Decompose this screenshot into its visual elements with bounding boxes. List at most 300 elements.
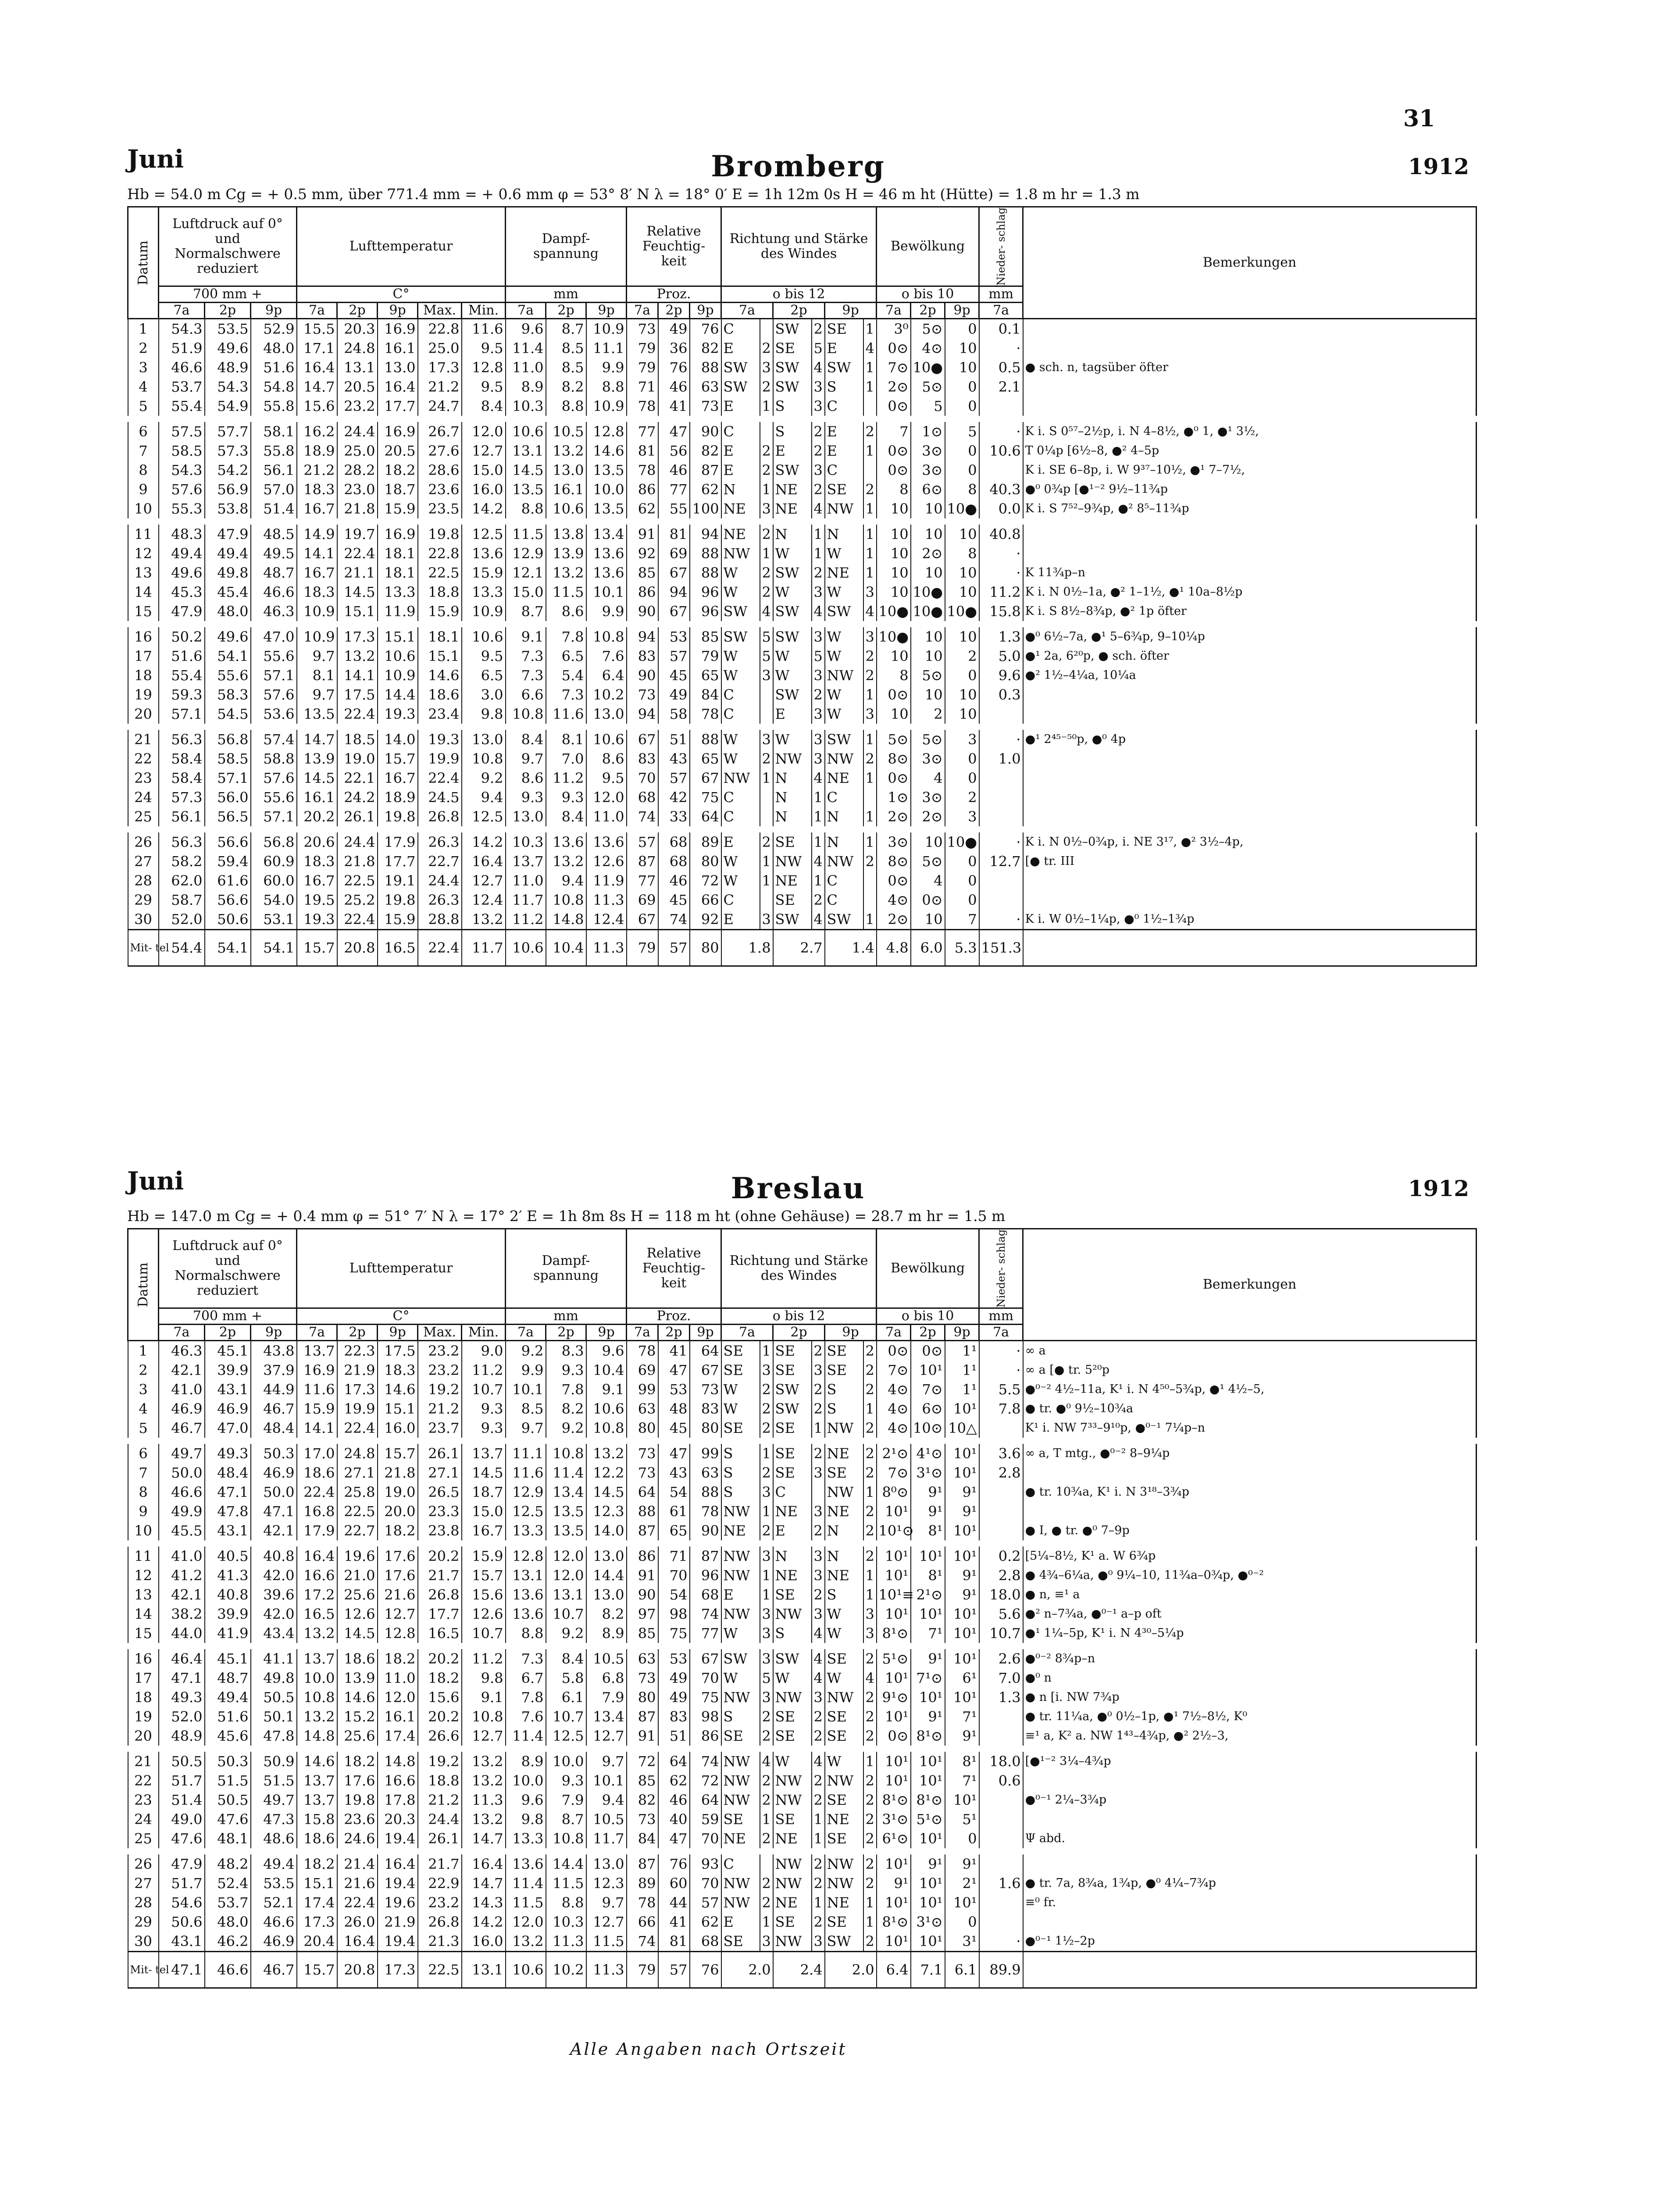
- table-cell: 50.6: [205, 910, 251, 930]
- time-header: 9p: [825, 303, 877, 319]
- table-cell: 13.6: [586, 544, 627, 563]
- table-cell: 9.7: [297, 646, 337, 666]
- table-row: [128, 1932, 1477, 1952]
- table-cell: 12.5: [506, 1502, 546, 1521]
- time-header: Min.: [462, 1325, 506, 1341]
- table-cell: 59: [690, 1810, 721, 1829]
- table-cell: 20.5: [337, 377, 378, 396]
- table-cell: 5: [812, 646, 825, 666]
- mean-cell: 7.1: [911, 1952, 945, 1988]
- time-header: 7a: [721, 1325, 773, 1341]
- table-cell: 13.6: [506, 1851, 546, 1874]
- table-cell: 20.3: [337, 319, 378, 339]
- table-cell: 18.1: [378, 563, 418, 582]
- table-cell: NE: [825, 1893, 863, 1912]
- table-cell: 1: [863, 910, 877, 930]
- table-cell: NW: [825, 1874, 863, 1893]
- table-cell: 20.2: [418, 1646, 462, 1668]
- table-cell: 51.4: [251, 499, 297, 521]
- table-cell: 56.1: [251, 461, 297, 480]
- table-cell: 1: [760, 852, 773, 871]
- table-cell: 1¹: [945, 1380, 979, 1399]
- table-cell: 39.9: [205, 1604, 251, 1624]
- table-cell: 86: [627, 582, 658, 602]
- table-cell: 13.2: [462, 1771, 506, 1790]
- table-cell: 10¹: [877, 1932, 911, 1952]
- table-cell: 66: [627, 1912, 658, 1932]
- mean-cell: 1.4: [825, 930, 877, 966]
- time-header: 2p: [773, 1325, 825, 1341]
- table-cell: 12.7: [586, 1726, 627, 1749]
- col-bewoelkung: Bewölkung: [877, 207, 979, 286]
- table-cell: 51: [658, 727, 690, 749]
- table-cell: 22.1: [337, 768, 378, 788]
- table-cell: 3⊙: [877, 829, 911, 852]
- table-cell: 22.5: [337, 871, 378, 890]
- table-cell: SW: [721, 624, 760, 646]
- table-cell: 9.3: [506, 788, 546, 807]
- table-cell: 47.8: [251, 1726, 297, 1749]
- unit-niederschlag: mm: [979, 1308, 1023, 1325]
- table-cell: 5: [128, 396, 159, 419]
- table-cell: 73: [627, 1441, 658, 1463]
- table-cell: 13.2: [297, 1707, 337, 1726]
- table-cell: 96: [690, 602, 721, 624]
- table-cell: SE: [825, 1361, 863, 1380]
- table-cell: 9.2: [506, 1341, 546, 1361]
- table-cell: 14.4: [586, 1566, 627, 1585]
- table-cell: E: [721, 829, 760, 852]
- table-cell: 46.3: [251, 602, 297, 624]
- table-cell: 13.4: [586, 521, 627, 544]
- table-cell: 8.4: [546, 1646, 586, 1668]
- table-cell: 15.6: [418, 1688, 462, 1707]
- table-cell: 7.8: [546, 1380, 586, 1399]
- table-cell: K i. N 0½–1a, ●² 1–1½, ●¹ 10a–8½p: [1023, 582, 1477, 602]
- mean-cell: 54.4: [159, 930, 205, 966]
- table-cell: 3¹⊙: [911, 1912, 945, 1932]
- table-cell: 21.2: [297, 461, 337, 480]
- table-cell: W: [721, 1380, 760, 1399]
- table-cell: 3: [760, 1482, 773, 1502]
- table-cell: NE: [721, 1521, 760, 1543]
- table-cell: NW: [721, 544, 760, 563]
- table-cell: 94: [658, 582, 690, 602]
- table-cell: 68: [658, 852, 690, 871]
- table-cell: 18.5: [337, 727, 378, 749]
- mean-cell: 1.8: [721, 930, 773, 966]
- table-cell: 76: [690, 319, 721, 339]
- table-cell: SW: [825, 602, 863, 624]
- table-cell: 1: [128, 319, 159, 339]
- table-cell: C: [773, 1482, 812, 1502]
- table-cell: C: [825, 461, 863, 480]
- table-cell: 2: [863, 1829, 877, 1851]
- table-cell: 10.1: [586, 1771, 627, 1790]
- table-cell: 17.4: [297, 1893, 337, 1912]
- table-cell: 12.6: [337, 1604, 378, 1624]
- table-cell: 3: [760, 1688, 773, 1707]
- table-cell: 2: [760, 749, 773, 768]
- table-cell: 2: [863, 1341, 877, 1361]
- table-cell: 56.6: [205, 829, 251, 852]
- mean-cell: 54.1: [251, 930, 297, 966]
- table-cell: [979, 768, 1023, 788]
- col-niederschlag: Nieder- schlag: [979, 1229, 1023, 1308]
- table-cell: 22.4: [297, 1482, 337, 1502]
- table-cell: 0⊙: [877, 441, 911, 461]
- table-cell: NE: [825, 1441, 863, 1463]
- table-cell: 47: [658, 1361, 690, 1380]
- table-cell: ·: [979, 419, 1023, 441]
- table-cell: [979, 1482, 1023, 1502]
- table-cell: 10¹: [911, 1543, 945, 1566]
- table-cell: 2: [760, 1829, 773, 1851]
- table-cell: S: [773, 419, 812, 441]
- table-cell: 12.7: [979, 852, 1023, 871]
- table-cell: 22.7: [337, 1521, 378, 1543]
- table-cell: 3: [812, 624, 825, 646]
- table-cell: 26.8: [418, 807, 462, 829]
- table-cell: 12: [128, 1566, 159, 1585]
- table-cell: ●² 1½–4¼a, 10¼a: [1023, 666, 1477, 685]
- table-cell: N: [825, 807, 863, 829]
- table-cell: 3: [760, 1932, 773, 1952]
- table-cell: 2: [812, 419, 825, 441]
- table-row: [128, 1646, 1477, 1668]
- table-cell: 18.3: [297, 480, 337, 499]
- table-cell: 2: [863, 1726, 877, 1749]
- table-row: [128, 1790, 1477, 1810]
- table-cell: 2: [760, 1380, 773, 1399]
- table-cell: 21: [128, 727, 159, 749]
- table-cell: 47.6: [159, 1829, 205, 1851]
- table-cell: ●⁰⁻² 8¾p–n: [1023, 1646, 1477, 1668]
- table-cell: [979, 1726, 1023, 1749]
- mean-cell: 6.4: [877, 1952, 911, 1988]
- table-cell: 98: [690, 1707, 721, 1726]
- unit-feucht: Proz.: [627, 1308, 721, 1325]
- table-cell: NE: [773, 871, 812, 890]
- table-cell: NE: [825, 563, 863, 582]
- table-cell: W: [721, 582, 760, 602]
- table-cell: 9¹: [945, 1482, 979, 1502]
- table-cell: 18.2: [378, 1521, 418, 1543]
- table-cell: 13.9: [546, 544, 586, 563]
- table-cell: 2: [760, 1893, 773, 1912]
- table-cell: 4: [812, 768, 825, 788]
- mean-cell: 10.6: [506, 1952, 546, 1988]
- table-row: [128, 319, 1477, 339]
- table-cell: 80: [690, 1418, 721, 1441]
- table-cell: NE: [721, 1829, 760, 1851]
- table-cell: 44: [658, 1893, 690, 1912]
- table-cell: W: [721, 666, 760, 685]
- table-cell: 27.1: [418, 1463, 462, 1482]
- table-row: [128, 829, 1477, 852]
- table-cell: 58.4: [159, 749, 205, 768]
- table-cell: 13.5: [546, 1502, 586, 1521]
- table-cell: [979, 1418, 1023, 1441]
- table-cell: 1: [128, 1341, 159, 1361]
- table-cell: W: [773, 582, 812, 602]
- table-cell: ● n, ≡¹ a: [1023, 1585, 1477, 1604]
- table-cell: NE: [773, 480, 812, 499]
- table-cell: 87: [690, 1543, 721, 1566]
- table-cell: NW: [773, 1874, 812, 1893]
- table-cell: 9.6: [506, 1790, 546, 1810]
- table-cell: 47.0: [251, 624, 297, 646]
- table-cell: 14.7: [297, 727, 337, 749]
- table-cell: 73: [690, 396, 721, 419]
- table-cell: ·: [979, 1932, 1023, 1952]
- table-cell: SW: [773, 563, 812, 582]
- table-cell: 3: [812, 1543, 825, 1566]
- table-row: [128, 1624, 1477, 1646]
- table-cell: [1023, 1810, 1477, 1829]
- table-cell: 45.4: [205, 582, 251, 602]
- year-label: 1912: [1408, 1175, 1469, 1201]
- table-cell: 12.7: [586, 1912, 627, 1932]
- table-cell: 6.8: [586, 1668, 627, 1688]
- table-cell: 11.2: [462, 1361, 506, 1380]
- table-cell: 46.9: [251, 1463, 297, 1482]
- table-cell: [1023, 685, 1477, 704]
- table-cell: 2: [760, 829, 773, 852]
- table-cell: 22.3: [337, 1341, 378, 1361]
- table-cell: 19.1: [378, 871, 418, 890]
- table-cell: 17.7: [418, 1604, 462, 1624]
- table-cell: 13: [128, 1585, 159, 1604]
- table-cell: 46.6: [251, 1912, 297, 1932]
- table-cell: W: [721, 1624, 760, 1646]
- table-cell: 7⊙: [911, 1380, 945, 1399]
- table-cell: 4: [863, 602, 877, 624]
- table-cell: S: [721, 1482, 760, 1502]
- table-cell: 20: [128, 1726, 159, 1749]
- table-cell: 5: [760, 1668, 773, 1688]
- table-cell: 21.7: [418, 1566, 462, 1585]
- table-cell: 8.9: [506, 1749, 546, 1771]
- table-cell: 13.2: [337, 646, 378, 666]
- table-cell: 16.9: [378, 521, 418, 544]
- col-dampfspannung: Dampf- spannung: [506, 1229, 627, 1308]
- table-cell: 2.8: [979, 1463, 1023, 1482]
- table-cell: W: [721, 563, 760, 582]
- table-cell: 0⊙: [877, 339, 911, 358]
- table-cell: 14.6: [586, 441, 627, 461]
- table-cell: 9.5: [462, 377, 506, 396]
- table-cell: [863, 788, 877, 807]
- table-cell: 23.6: [337, 1810, 378, 1829]
- table-cell: NW: [773, 1790, 812, 1810]
- table-cell: 54.3: [205, 377, 251, 396]
- table-cell: 8.6: [586, 749, 627, 768]
- table-cell: 2: [760, 1521, 773, 1543]
- table-cell: 26.1: [337, 807, 378, 829]
- table-cell: 9¹⊙: [877, 1688, 911, 1707]
- table-cell: 1: [812, 521, 825, 544]
- table-cell: 13.2: [546, 441, 586, 461]
- table-cell: 3: [760, 1604, 773, 1624]
- table-cell: 15.9: [462, 1543, 506, 1566]
- table-cell: N: [773, 807, 812, 829]
- table-cell: 43.1: [205, 1380, 251, 1399]
- table-cell: 5⊙: [911, 319, 945, 339]
- table-cell: 3: [863, 1624, 877, 1646]
- table-cell: 10.0: [506, 1771, 546, 1790]
- table-cell: 49.3: [205, 1441, 251, 1463]
- table-cell: 14.7: [462, 1829, 506, 1851]
- table-cell: 94: [627, 704, 658, 727]
- table-cell: 3: [812, 1604, 825, 1624]
- table-cell: ·: [979, 1341, 1023, 1361]
- table-cell: 70: [690, 1874, 721, 1893]
- table-cell: 2: [812, 563, 825, 582]
- table-cell: [979, 704, 1023, 727]
- table-cell: W: [825, 646, 863, 666]
- table-cell: 2: [760, 521, 773, 544]
- table-cell: 21.7: [418, 1851, 462, 1874]
- table-cell: 41: [658, 1341, 690, 1361]
- table-cell: 10⊙: [911, 1418, 945, 1441]
- table-cell: 18.2: [378, 461, 418, 480]
- table-cell: 16.9: [297, 1361, 337, 1380]
- table-cell: 9.1: [586, 1380, 627, 1399]
- table-cell: 13.2: [586, 1441, 627, 1463]
- table-cell: 52.4: [205, 1874, 251, 1893]
- table-cell: 2¹⊙: [877, 1441, 911, 1463]
- table-cell: 4⊙: [877, 890, 911, 910]
- table-cell: S: [825, 1399, 863, 1418]
- table-row: [128, 1341, 1477, 1361]
- table-cell: SE: [825, 1829, 863, 1851]
- table-cell: 11.0: [506, 871, 546, 890]
- table-cell: 25: [128, 807, 159, 829]
- table-cell: S: [773, 396, 812, 419]
- table-cell: 10: [877, 704, 911, 727]
- table-cell: SW: [721, 602, 760, 624]
- table-cell: C: [721, 1851, 760, 1874]
- table-cell: 73: [627, 685, 658, 704]
- table-cell: 48.4: [251, 1418, 297, 1441]
- table-cell: 9.1: [506, 624, 546, 646]
- table-cell: SW: [773, 1646, 812, 1668]
- table-cell: 13.0: [506, 807, 546, 829]
- table-cell: 6.5: [462, 666, 506, 685]
- table-cell: [760, 685, 773, 704]
- table-cell: 26.5: [418, 1482, 462, 1502]
- table-cell: 93: [690, 1851, 721, 1874]
- table-cell: 49.3: [159, 1688, 205, 1707]
- table-cell: 11.0: [506, 358, 546, 377]
- table-cell: 14.6: [378, 1380, 418, 1399]
- table-cell: 55.8: [251, 396, 297, 419]
- footer-note: Alle Angaben nach Ortszeit: [570, 2039, 847, 2059]
- table-cell: SE: [773, 1810, 812, 1829]
- table-cell: [979, 1912, 1023, 1932]
- table-cell: NW: [825, 666, 863, 685]
- table-cell: 68: [690, 1585, 721, 1604]
- table-cell: 4: [911, 768, 945, 788]
- table-cell: 64: [627, 1482, 658, 1502]
- table-cell: ≡⁰ fr.: [1023, 1893, 1477, 1912]
- table-cell: 42.1: [251, 1521, 297, 1543]
- table-cell: 7: [128, 1463, 159, 1482]
- table-cell: 50.0: [251, 1482, 297, 1502]
- table-cell: 10¹: [911, 1749, 945, 1771]
- table-cell: 1: [812, 1829, 825, 1851]
- table-cell: 2: [863, 1646, 877, 1668]
- table-cell: 19.9: [337, 1399, 378, 1418]
- table-cell: 10¹: [877, 1749, 911, 1771]
- table-cell: 49.8: [251, 1668, 297, 1688]
- table-cell: 42: [658, 788, 690, 807]
- table-cell: 23.3: [418, 1502, 462, 1521]
- table-cell: 10.1: [586, 582, 627, 602]
- table-cell: 45.5: [159, 1521, 205, 1543]
- table-cell: 57.1: [205, 768, 251, 788]
- table-cell: ●⁰⁻² 4½–11a, K¹ i. N 4⁵⁰–5¾p, ●¹ 4½–5,: [1023, 1380, 1477, 1399]
- table-cell: 10.9: [297, 602, 337, 624]
- table-cell: 10.6: [462, 624, 506, 646]
- table-cell: E: [773, 1521, 812, 1543]
- table-cell: NW: [825, 852, 863, 871]
- table-cell: SE: [721, 1810, 760, 1829]
- table-cell: 16.4: [462, 852, 506, 871]
- table-cell: 10¹: [945, 1543, 979, 1566]
- table-cell: 11.5: [546, 1874, 586, 1893]
- table-cell: 22.5: [418, 563, 462, 582]
- table-cell: 22.4: [337, 1893, 378, 1912]
- table-row: [128, 499, 1477, 521]
- table-cell: 10●: [945, 829, 979, 852]
- table-cell: 2⊙: [877, 910, 911, 930]
- table-cell: 15.0: [506, 582, 546, 602]
- table-cell: 13.5: [586, 499, 627, 521]
- table-cell: 8.4: [546, 807, 586, 829]
- table-cell: 77: [690, 1624, 721, 1646]
- table-cell: 19.0: [337, 749, 378, 768]
- table-cell: 60.9: [251, 852, 297, 871]
- table-cell: 83: [658, 1707, 690, 1726]
- table-cell: 45: [658, 1418, 690, 1441]
- table-cell: 67: [690, 768, 721, 788]
- table-cell: 11.7: [586, 1829, 627, 1851]
- table-cell: 12.0: [546, 1566, 586, 1585]
- table-cell: 0: [945, 461, 979, 480]
- table-cell: 8⊙: [877, 852, 911, 871]
- table-cell: 3¹: [945, 1932, 979, 1952]
- table-cell: ●⁰⁻¹ 2¼–3¾p: [1023, 1790, 1477, 1810]
- table-cell: 1: [812, 829, 825, 852]
- table-cell: 1: [863, 1399, 877, 1418]
- table-cell: 53.6: [251, 704, 297, 727]
- table-cell: 49.0: [159, 1810, 205, 1829]
- table-cell: W: [825, 1749, 863, 1771]
- col-lufttemperatur: Lufttemperatur: [297, 1229, 506, 1308]
- table-cell: 9.2: [462, 768, 506, 788]
- table-cell: 83: [627, 646, 658, 666]
- table-cell: E: [721, 461, 760, 480]
- table-cell: 15.1: [337, 602, 378, 624]
- table-cell: NE: [773, 1502, 812, 1521]
- table-cell: 0⊙: [877, 768, 911, 788]
- table-cell: 2: [760, 1463, 773, 1482]
- table-cell: E: [721, 910, 760, 930]
- mean-row: [128, 930, 1477, 966]
- table-cell: 58.2: [159, 852, 205, 871]
